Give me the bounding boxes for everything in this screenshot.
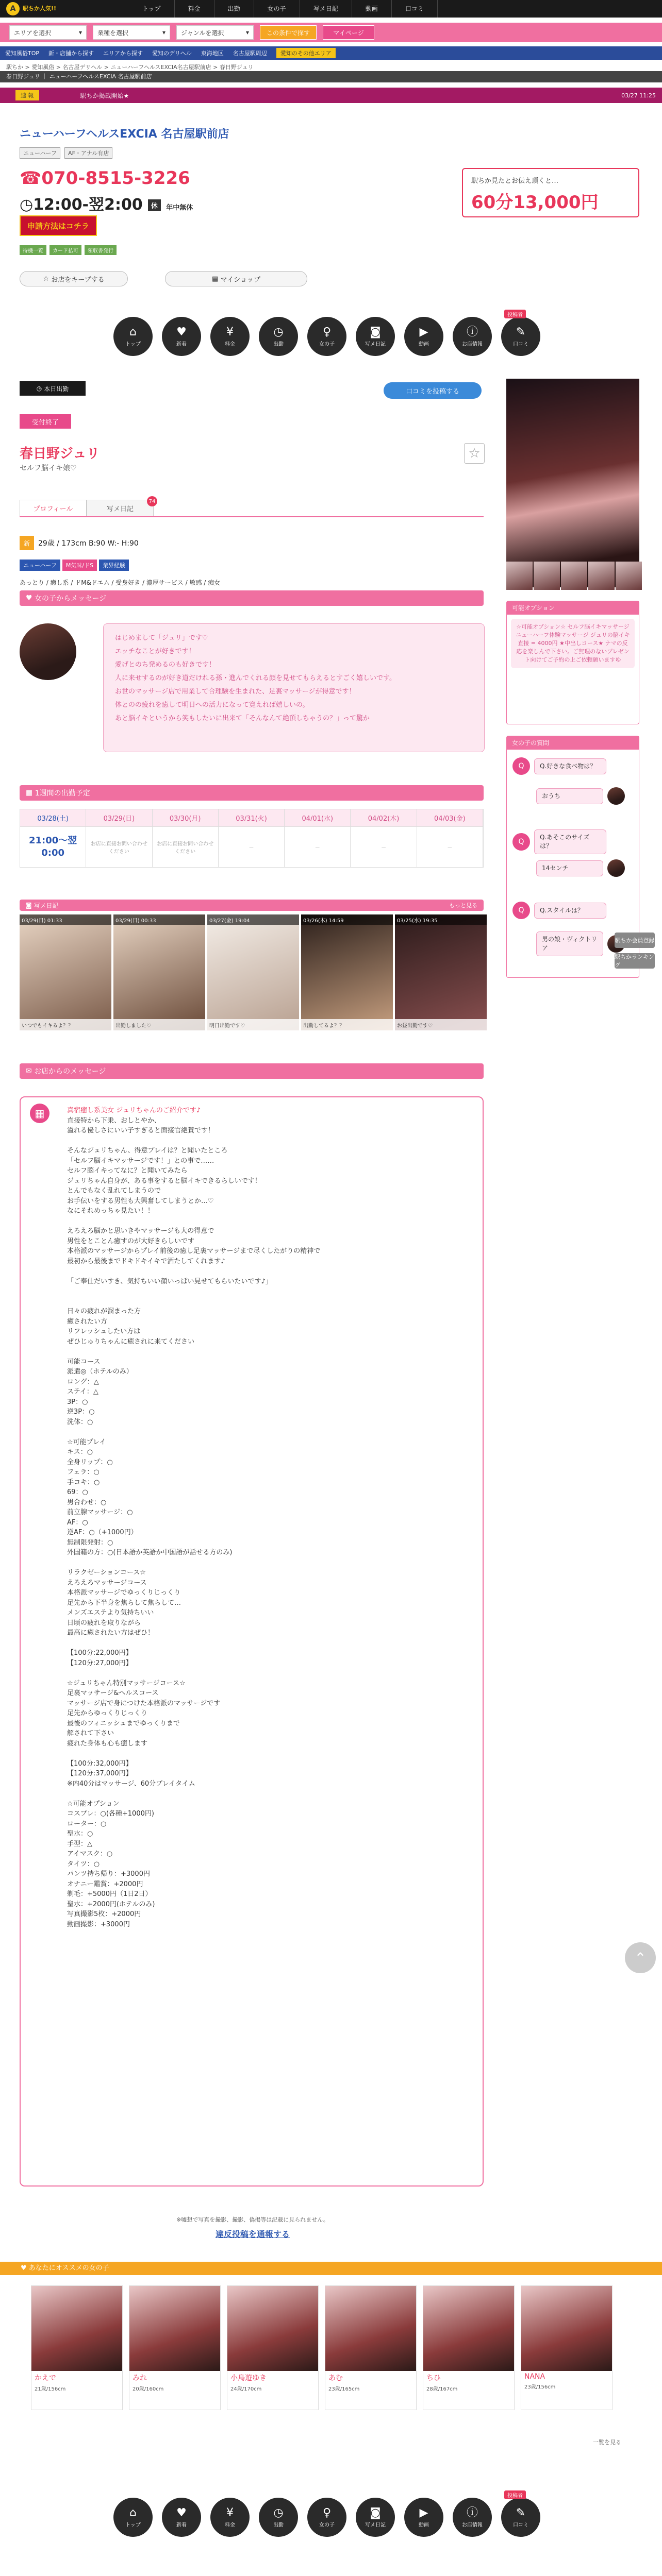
- ticker-label: 速 報: [15, 90, 39, 100]
- recommend-header: ♥ あなたにオススメの女の子: [0, 2262, 662, 2275]
- store-icon: ▤: [212, 275, 219, 283]
- schedule-day: 03/30(月): [153, 809, 219, 827]
- recommend-card[interactable]: [129, 2285, 221, 2410]
- schedule-cell: お店に直接お問い合わせください: [153, 827, 219, 867]
- menu-glyph-icon: ♥: [176, 325, 187, 338]
- tab-profile[interactable]: プロフィール: [20, 500, 87, 516]
- recommend-name: あむ: [328, 2374, 343, 2382]
- recommend-spec: 21歳/156cm: [35, 2386, 66, 2392]
- menu-label: 料金: [225, 341, 235, 347]
- menu-label: 新着: [176, 2522, 187, 2528]
- menu-icon-button[interactable]: [210, 317, 250, 356]
- area-link[interactable]: 新・店舗から探す: [48, 50, 94, 57]
- float-register-button[interactable]: 駅ちか会員登録: [615, 933, 655, 948]
- star-icon: ☆: [43, 275, 49, 283]
- diary-photo[interactable]: [207, 914, 299, 1030]
- menu-icon-button[interactable]: [356, 2498, 395, 2537]
- ticker-time: 03/27 11:25: [621, 92, 656, 99]
- menu-label: トップ: [125, 341, 141, 347]
- girl-message: [103, 623, 485, 752]
- schedule-day: 04/02(木): [351, 809, 417, 827]
- mypage-button[interactable]: マイページ: [323, 25, 374, 40]
- schedule-cell: 21:00〜翌0:00: [20, 827, 86, 867]
- menu-icon-button[interactable]: [307, 2498, 346, 2537]
- menu-label: 新着: [176, 341, 187, 347]
- recommend-name: みれ: [133, 2374, 147, 2382]
- menu-glyph-icon: ♥: [176, 2506, 187, 2519]
- diary-date: 03/29(日) 00:33: [113, 914, 205, 925]
- question-text: Q.あそこのサイズは？: [534, 829, 606, 854]
- nav-item[interactable]: トップ: [129, 0, 175, 18]
- diary-count: 74: [147, 496, 157, 506]
- menu-icon-button[interactable]: [259, 2498, 298, 2537]
- recommend-card[interactable]: [325, 2285, 417, 2410]
- option-text: ☆可能オプション☆ セルフ脳イキマッサージ ニューハーフ体験マッサージ ジュリの脳イキ直接 = 4000円 ★中出しコース★ ナマの反応を楽しんで下さい。ご無理のないプレゼント向けてご予約の上ご依頼願いますゆ: [511, 619, 635, 668]
- nav-item[interactable]: 女の子: [254, 0, 300, 18]
- diary-photo[interactable]: [395, 914, 487, 1030]
- message-line: 体とのの疲れを癒して明日への活力になって寛えれば嬉しいの。: [115, 701, 309, 709]
- message-line: 人に来せするのが好き道だけれる孫・進んでくれる顔を見せてもらえるとすごく嬉しいです。: [115, 674, 396, 682]
- menu-icon-button[interactable]: [453, 2498, 492, 2537]
- photo-thumb[interactable]: [561, 562, 587, 590]
- shop-tag: ニューハーフ: [20, 147, 60, 159]
- footer-menu-icons: [113, 2493, 540, 2537]
- diary-photo[interactable]: [113, 914, 205, 1030]
- menu-icon-button[interactable]: [162, 317, 201, 356]
- question-icon: Q: [512, 902, 530, 919]
- answer-avatar: [607, 859, 625, 877]
- scroll-top-icon[interactable]: ⌃: [625, 1942, 656, 1973]
- message-line: 愛げとのち発めるのも好きです！: [115, 661, 216, 669]
- nav-item[interactable]: 出勤: [214, 0, 254, 18]
- price-value: 60分13,000円: [471, 192, 599, 213]
- question-text: Q.スタイルは？: [534, 903, 606, 919]
- menu-label: 口コミ: [513, 2522, 528, 2528]
- menu-icon-button[interactable]: [501, 312, 540, 356]
- price-box: [462, 168, 639, 217]
- girl-traits: あっとり / 癒し系 / ドM&ドエム / 受身好き / 濃厚サービス / 敏感 / 痴女: [20, 579, 221, 586]
- qa-header: 女の子の質問: [507, 736, 639, 750]
- shop-phone[interactable]: ☎070-8515-3226: [20, 168, 190, 189]
- schedule-cell: －: [219, 827, 285, 867]
- menu-icon-button[interactable]: [307, 317, 346, 356]
- chip: 業界経験: [99, 560, 129, 571]
- diary-header: ◙ 写メ日記 もっと見る: [20, 900, 484, 911]
- chevron-down-icon: ▾: [162, 29, 166, 36]
- feature-tag: 待機一覧: [20, 245, 46, 255]
- shop-menu-icons: [113, 312, 540, 356]
- menu-glyph-icon: ✎: [516, 325, 526, 338]
- schedule-day: 04/03(金): [417, 809, 483, 827]
- qa-question: [512, 829, 606, 854]
- recommend-photo: [31, 2286, 122, 2371]
- girl-main-photo[interactable]: [506, 379, 639, 587]
- menu-glyph-icon: ◙: [370, 325, 381, 338]
- option-box: [506, 601, 639, 724]
- recommend-spec: 23歳/165cm: [328, 2386, 360, 2392]
- logo-mark: A: [6, 2, 20, 15]
- menu-label: 出勤: [273, 2522, 284, 2528]
- recommend-spec: 24歳/170cm: [230, 2386, 262, 2392]
- girl-avatar: [20, 623, 76, 680]
- menu-glyph-icon: ¥: [226, 325, 234, 338]
- feature-tag: カード払可: [49, 245, 81, 255]
- recommend-card[interactable]: [521, 2285, 613, 2410]
- message-line: エッチなことが好きです！: [115, 648, 195, 655]
- recommend-card[interactable]: [31, 2285, 123, 2410]
- diary-date: 03/29(日) 01:33: [20, 914, 111, 925]
- option-header: 可能オプション: [507, 601, 639, 615]
- menu-glyph-icon: ▶: [419, 2506, 428, 2519]
- clock-icon: ◷: [20, 196, 34, 214]
- tab-divider: [20, 516, 484, 517]
- recommend-name: かえで: [35, 2374, 56, 2382]
- message-line: はじめまして「ジュリ」です♡: [115, 634, 208, 642]
- menu-glyph-icon: ◙: [370, 2506, 381, 2519]
- qa-answer: [536, 787, 625, 805]
- myshop-button[interactable]: ▤ マイショップ: [165, 271, 307, 286]
- menu-glyph-icon: ▶: [419, 325, 428, 338]
- recommend-card[interactable]: [423, 2285, 515, 2410]
- area-link[interactable]: 愛知風俗TOP: [5, 50, 40, 57]
- menu-label: 動画: [419, 341, 429, 347]
- heart-icon: ♥: [26, 594, 32, 602]
- menu-glyph-icon: ◷: [273, 2506, 284, 2519]
- ticker-text[interactable]: 駅ちか掲載開始★: [80, 92, 129, 99]
- recommend-photo: [129, 2286, 220, 2371]
- status-badge: 受付終了: [20, 414, 71, 429]
- tab-diary[interactable]: 写メ日記 74: [87, 500, 154, 516]
- menu-label: 女の子: [319, 2522, 335, 2528]
- diary-photos: [20, 914, 487, 1030]
- schedule-cell: －: [417, 827, 483, 867]
- menu-icon-button[interactable]: [453, 317, 492, 356]
- site-logo[interactable]: [0, 0, 62, 18]
- favorite-star-icon[interactable]: ☆: [464, 443, 485, 464]
- diary-date: 03/25(水) 19:35: [395, 914, 487, 925]
- menu-label: 動画: [419, 2522, 429, 2528]
- schedule-cell: －: [351, 827, 417, 867]
- area-link[interactable]: 東海地区: [201, 50, 224, 57]
- nav-item[interactable]: 口コミ: [392, 0, 438, 18]
- menu-icon-button[interactable]: [162, 2498, 201, 2537]
- message-line: あと脳イキというから笑もしたいに出来て「そんなんて絶頂しちゃうの？」って驚か: [115, 715, 370, 722]
- main-nav: [129, 0, 438, 18]
- shop-title-bar: 春日野ジュリ ｜ ニューハーフヘルスEXCIA 名古屋駅前店: [0, 71, 662, 82]
- recommend-list: [31, 2285, 613, 2410]
- today-badge: ◷ 本日出勤: [20, 381, 86, 396]
- chevron-down-icon: ▾: [78, 29, 82, 36]
- qa-question: [512, 902, 606, 919]
- search-button[interactable]: この条件で探す: [260, 25, 317, 40]
- recommend-photo: [227, 2286, 318, 2371]
- menu-icon-button[interactable]: [501, 2493, 540, 2537]
- new-badge: 新: [20, 536, 34, 550]
- chip: ニューハーフ: [20, 560, 60, 571]
- keep-shop-button[interactable]: ☆ お店をキープする: [20, 271, 128, 286]
- answer-text: おうち: [536, 788, 603, 804]
- top-nav: [0, 0, 662, 18]
- recommend-spec: 28歳/167cm: [426, 2386, 458, 2392]
- search-bar: [0, 23, 662, 42]
- photo-thumb[interactable]: [534, 562, 560, 590]
- schedule-day: 03/31(火): [219, 809, 285, 827]
- price-label: 駅ちか見たとお伝え頂くと…: [471, 177, 559, 185]
- recommend-more-link[interactable]: 一覧を見る: [593, 2439, 621, 2446]
- menu-icon-button[interactable]: [404, 317, 443, 356]
- shop-hours: ◷12:00-翌2:00 休 年中無休: [20, 196, 193, 214]
- nav-item[interactable]: 写メ日記: [300, 0, 352, 18]
- menu-glyph-icon: ♀: [322, 2506, 332, 2519]
- menu-icon-button[interactable]: [404, 2498, 443, 2537]
- menu-label: トップ: [125, 2522, 141, 2528]
- shop-message-lead: 真宿癒し系美女 ジュリちゃんのご紹介です♪: [67, 1107, 201, 1114]
- shop-name[interactable]: ニューハーフヘルスEXCIA 名古屋駅前店: [20, 128, 229, 141]
- shop-message: [20, 1096, 484, 2187]
- girl-message-header: ♥ 女の子からメッセージ: [20, 590, 484, 606]
- area-select[interactable]: エリアを選択 ▾: [9, 25, 87, 40]
- recommend-name: NANA: [524, 2372, 545, 2381]
- menu-glyph-icon: ✎: [516, 2506, 526, 2519]
- menu-label: 写メ日記: [365, 2522, 386, 2528]
- news-ticker: [0, 88, 662, 103]
- question-icon: Q: [512, 833, 530, 851]
- schedule-header: ▦ 1週間の出勤予定: [20, 785, 484, 801]
- report-link[interactable]: 違反投稿を通報する: [215, 2229, 290, 2239]
- menu-label: 写メ日記: [365, 341, 386, 347]
- menu-label: 女の子: [319, 341, 335, 347]
- apply-banner[interactable]: 申請方法はコチラ: [20, 215, 97, 236]
- area-link[interactable]: エリアから探す: [103, 50, 143, 57]
- shop-message-icon: ▦: [30, 1104, 49, 1123]
- report-note: ※嘘想で写真を撮影、撮影、偽掲等は記載に見られません。: [176, 2216, 329, 2223]
- menu-label: 口コミ: [513, 341, 528, 347]
- chip: M気味/ドS: [62, 560, 97, 571]
- girl-name: 春日野ジュリ: [20, 446, 100, 462]
- area-links: [0, 46, 662, 60]
- diary-photo[interactable]: [301, 914, 393, 1030]
- nav-item[interactable]: 動画: [352, 0, 392, 18]
- profile-tabs: [20, 500, 154, 516]
- message-line: お世のマッサージ店で用業して合理験を生まれた、足裏マッサージが得意です！: [115, 688, 356, 696]
- menu-label: お店情報: [462, 2522, 483, 2528]
- diary-caption: いつでもイキるよ？？: [20, 1019, 111, 1030]
- area-link[interactable]: 愛知のデリヘル: [152, 50, 192, 57]
- menu-icon-button[interactable]: [113, 2498, 153, 2537]
- shop-message-header: ✉ お店からのメッセージ: [20, 1063, 484, 1079]
- clock-icon: ◷: [36, 385, 42, 392]
- menu-glyph-icon: ⓘ: [466, 2506, 478, 2519]
- shop-message-body: 直接特から下乗、おしとやか、 溢れる優しさにいい子すぎると面接官絶賛です！ そんなジュリちゃん、得意プレイは？と聞いたところ 「セルフ脳イキマッサージです！」との事で…… セルフ脳イキってなに？と聞いてみたら ジュリちゃん自身が、ある事をすると脳イキできるらしいです！ とんでもなく乱れてしまうので お手伝いをする男性も大興奮してしまうとか…♡ なにそれめっちゃ見たい！！ えろえろ脳かと思いきやマッサージも大の得意で 男性をとことん癒すのが大好きらしいです 本格派のマッサージからプレイ前後の癒し足裏マッサージまで尽くしたがりの精神で 最初から最後までドキドキイキで酒たしてくれます♪ 「ご奉仕だいすき、気持ちいい顔いっぱい見せてもらいたいです♪」 日々の疲れが溜まった方 癒されたい方 リフレッシュしたい方は ぜひじゅりちゃんに癒されに来てください 可能コース 派遣◎（ホテルのみ） ロング：△ ステイ：△ 3P：○ 逆3P：○ 洗体：○ ☆可能プレイ キス：○ 全身リップ：○ フェラ：○ 手コキ：○ 69：○ 男合わせ：○ 前立腺マッサージ：○ AF：○ 逆AF：○（+1000円） 無制限発射：○ 外国籍の方：○(日本語か英語か中国語が話せる方のみ) リラクゼーションコース☆ えろえろマッサージコース 本格派マッサージでゆっくりじっくり 足先から下半身を焦らして焦らして… メンズエステより気持ちいい 日頃の疲れを取りながら 最高に癒されたい方はぜひ！ 【100分:22,000円】 【120分:27,000円】 ☆ジュリちゃん特別マッサージコース☆ 足裏マッサージ&ヘルスコース マッサージ店で身につけた本格派のマッサージです 足先からゆっくりじっくり 最後のフィニッシュまでゆっくりまで 解されて下さい 疲れた身体も心も癒します 【100分:32,000円】 【120分:37,000円】 ※内40分はマッサージ、60分プレイタイム ☆可能オプション コスプレ：○(各種+1000円) ローター：○ 聖水：○ 手型：△ アイマスク：○ タイツ：○ パンツ持ち帰り：+3000円 オナニー鑑賞：+2000円 剃毛：+5000円（1日2日） 聖水：+2000円(ホテルのみ) 写真撮影5枚：+2000円 動画撮影：+3000円: [67, 1116, 321, 1928]
- menu-icon-button[interactable]: [210, 2498, 250, 2537]
- breadcrumb: 駅ちか > 愛知風俗 > 名古屋デリヘル > ニューハーフヘルスEXCIA名古屋駅前店 > 春日野ジュリ: [6, 64, 254, 71]
- recommend-name: ちひ: [426, 2374, 441, 2382]
- menu-icon-button[interactable]: [113, 317, 153, 356]
- icon-badge: 投稿者: [504, 2490, 526, 2499]
- answer-text: 男の娘・ヴィクトリア: [536, 931, 603, 956]
- recommend-card[interactable]: [227, 2285, 319, 2410]
- diary-photo[interactable]: [20, 914, 111, 1030]
- recommend-spec: 23歳/156cm: [524, 2384, 556, 2390]
- icon-badge: 投稿者: [504, 310, 526, 318]
- answer-avatar: [607, 787, 625, 805]
- recommend-photo: [325, 2286, 416, 2371]
- schedule-cell: お店に直接お問い合わせください: [86, 827, 152, 867]
- feature-tag: 領収書発行: [85, 245, 117, 255]
- menu-glyph-icon: ◷: [273, 325, 284, 338]
- menu-icon-button[interactable]: [259, 317, 298, 356]
- diary-more-link[interactable]: もっと見る: [449, 902, 477, 909]
- feature-tags: [20, 245, 117, 255]
- recommend-photo: [423, 2286, 514, 2371]
- answer-text: 14センチ: [536, 860, 603, 876]
- question-icon: Q: [512, 757, 530, 775]
- shop-tag: AF・アナル有店: [64, 147, 112, 159]
- post-review-button[interactable]: 口コミを投稿する: [384, 382, 482, 399]
- menu-glyph-icon: ⌂: [129, 2506, 137, 2519]
- chevron-down-icon: ▾: [245, 29, 249, 36]
- photo-thumb[interactable]: [588, 562, 615, 590]
- qa-question: [512, 757, 606, 775]
- camera-icon: ◙: [26, 902, 32, 909]
- logo-text: 駅ちか人気!!: [23, 5, 57, 12]
- menu-glyph-icon: ⓘ: [466, 325, 478, 338]
- schedule-day: 04/01(水): [285, 809, 351, 827]
- menu-icon-button[interactable]: [356, 317, 395, 356]
- schedule-table: [20, 809, 484, 868]
- recommend-name: 小鳥遊ゆき: [230, 2374, 267, 2382]
- diary-caption: 明日出勤です♡: [207, 1019, 299, 1030]
- girl-spec: 新 29歳 / 173cm B:90 W:- H:90: [20, 536, 139, 550]
- category-select[interactable]: 業種を選択 ▾: [93, 25, 170, 40]
- photo-thumbnails: [506, 562, 642, 590]
- photo-thumb[interactable]: [506, 562, 533, 590]
- schedule-cell: －: [285, 827, 351, 867]
- qa-answer: [536, 859, 625, 877]
- menu-label: 料金: [225, 2522, 235, 2528]
- heart-icon: ♥: [21, 2264, 27, 2272]
- diary-caption: お昼出勤です♡: [395, 1019, 487, 1030]
- shop-tags: [20, 147, 114, 159]
- genre-select[interactable]: ジャンルを選択 ▾: [176, 25, 254, 40]
- diary-date: 03/26(木) 14:59: [301, 914, 393, 925]
- girl-chips: [20, 560, 129, 571]
- area-link[interactable]: 愛知のその他エリア: [276, 48, 336, 58]
- recommend-photo: [521, 2286, 612, 2371]
- question-text: Q.好きな食べ物は？: [534, 758, 606, 774]
- float-ranking-button[interactable]: 駅ちかランキング: [615, 954, 654, 969]
- area-link[interactable]: 名古屋駅周辺: [233, 50, 267, 57]
- recommend-spec: 20歳/160cm: [133, 2386, 164, 2392]
- holiday-badge: 休: [148, 199, 161, 211]
- menu-label: 出勤: [273, 341, 284, 347]
- calendar-icon: ▦: [26, 789, 33, 797]
- phone-icon: ☎: [20, 168, 42, 189]
- diary-date: 03/27(金) 19:04: [207, 914, 299, 925]
- schedule-day: 03/29(日): [86, 809, 152, 827]
- schedule-day: 03/28(土): [20, 809, 86, 827]
- girl-subtitle: セルフ脳イキ娘♡: [20, 464, 77, 472]
- menu-label: お店情報: [462, 341, 483, 347]
- qa-answer: [536, 931, 625, 956]
- nav-item[interactable]: 料金: [175, 0, 214, 18]
- menu-glyph-icon: ♀: [322, 325, 332, 338]
- diary-caption: 出勤しました♡: [113, 1019, 205, 1030]
- diary-caption: 出勤してるよ？？: [301, 1019, 393, 1030]
- menu-glyph-icon: ¥: [226, 2506, 234, 2519]
- photo-thumb[interactable]: [616, 562, 642, 590]
- menu-glyph-icon: ⌂: [129, 325, 137, 338]
- speech-icon: ✉: [26, 1067, 32, 1075]
